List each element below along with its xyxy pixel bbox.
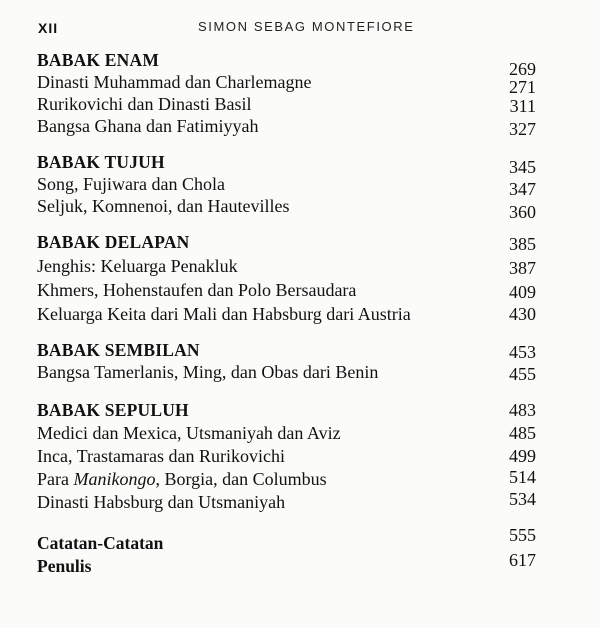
toc-page-number: 485 [509,423,536,443]
toc-entry[interactable] [0,469,600,491]
toc-entry-title: Inca, Trastamaras dan Rurikovichi [37,446,285,466]
toc-page-number: 387 [509,258,536,278]
running-head: SIMON SEBAG MONTEFIORE [198,19,415,34]
toc-entry[interactable] [0,489,600,514]
toc-page-number: 311 [509,96,536,116]
toc-heading-row[interactable] [0,152,600,177]
toc-page-number: 455 [509,364,536,384]
toc-page-number: 385 [509,234,536,254]
toc-entry[interactable] [0,362,600,384]
toc-heading: BABAK TUJUH [37,152,165,172]
toc-entry[interactable] [0,280,600,302]
toc-entry[interactable] [0,94,600,116]
toc-entry[interactable] [0,304,600,326]
toc-back-matter-entry[interactable] [0,550,600,578]
toc-heading: BABAK ENAM [37,50,160,70]
toc-entry-title: Medici dan Mexica, Utsmaniyah dan Aviz [37,423,341,443]
toc-entry-title: Seljuk, Komnenoi, dan Hautevilles [37,196,290,216]
toc-entry-title-prefix: Para [37,469,74,489]
toc-heading: BABAK DELAPAN [37,232,190,252]
toc-page-number: 453 [509,342,536,362]
toc-back-matter-title: Penulis [37,556,92,576]
toc-entry-title: Dinasti Habsburg dan Utsmaniyah [37,492,286,512]
toc-entry-title: Keluarga Keita dari Mali dan Habsburg dari Austria [37,304,411,324]
toc-entry-title-italic: Manikongo [73,469,156,489]
toc-entry[interactable] [0,116,600,138]
toc-entry-title: Dinasti Muhammad dan Charlemagne [37,72,312,92]
toc-entry-title: Jenghis: Keluarga Penakluk [37,256,238,276]
toc-heading-row[interactable] [0,340,600,362]
toc-page-number: 483 [509,400,536,420]
toc-page-number: 617 [509,550,536,570]
toc-entry-title [37,469,327,490]
toc-entry[interactable] [0,256,600,278]
toc-heading-row[interactable] [0,232,600,254]
toc-entry[interactable] [0,174,600,199]
toc-page-number: 534 [509,489,536,509]
toc-entry[interactable] [0,423,600,445]
toc-page-number: 345 [509,157,536,177]
toc-page-number: 271 [509,77,536,97]
toc-page-number: 327 [509,119,536,139]
toc-heading: BABAK SEPULUH [37,400,189,420]
toc-page-number: 430 [509,304,536,324]
toc-page-number: 347 [509,179,536,199]
toc-heading-row[interactable] [0,400,600,422]
toc-page-number: 499 [509,446,536,466]
toc-entry-title: Bangsa Ghana dan Fatimiyyah [37,116,259,136]
toc-back-matter-title: Catatan-Catatan [37,533,164,553]
toc-page-number: 360 [509,202,536,222]
toc-entry-title-suffix: , Borgia, dan Columbus [155,469,327,489]
toc-entry-title: Song, Fujiwara dan Chola [37,174,225,194]
toc-heading: BABAK SEMBILAN [37,340,200,360]
toc-page-number: 514 [509,467,536,487]
toc-page-number: 269 [509,59,536,79]
toc-entry-title: Rurikovichi dan Dinasti Basil [37,94,252,114]
toc-entry[interactable] [0,196,600,222]
toc-page-number: 409 [509,282,536,302]
toc-page-number: 555 [509,525,536,545]
page-folio: XII [38,20,59,36]
toc-entry-title: Khmers, Hohenstaufen dan Polo Bersaudara [37,280,357,300]
toc-heading-row[interactable] [0,50,600,79]
toc-entry[interactable] [0,72,600,97]
toc-entry-title: Bangsa Tamerlanis, Ming, dan Obas dari Benin [37,362,379,382]
toc-entry[interactable] [0,446,600,468]
